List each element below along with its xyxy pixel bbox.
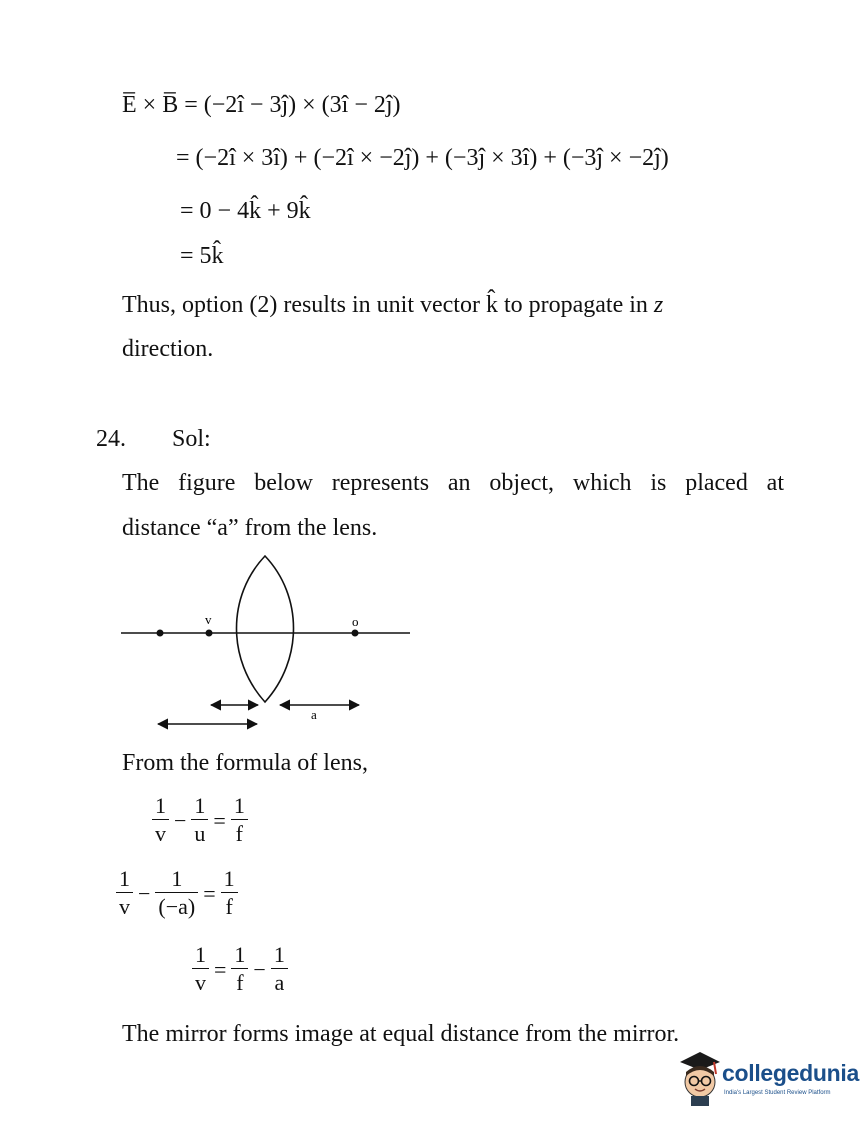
cross-product-line-4: = 5k̂: [180, 243, 224, 269]
distance-label-a: a: [311, 707, 317, 722]
object-label-o: o: [352, 614, 359, 629]
image-label-v: v: [205, 612, 212, 627]
cross-product-line-2: = (−2î × 3î) + (−2î × −2ĵ) + (−3ĵ × 3î) + (−3ĵ × −2ĵ): [176, 145, 669, 171]
lens-diagram: [115, 552, 420, 742]
brand-name: collegedunia: [722, 1060, 859, 1086]
fraction-1-over-a: $\frac{1}{a}$: [271, 942, 288, 997]
solution-label: Sol:: [172, 426, 211, 452]
fraction-1-over-v: $\frac{1}{v}$: [192, 942, 209, 997]
fraction-1-over-f: $\frac{1}{f}$: [221, 866, 238, 921]
intro-line-2: distance “a” from the lens.: [122, 515, 378, 541]
fraction-1-over-f: $\frac{1}{f}$: [231, 793, 248, 848]
closing-statement: The mirror forms image at equal distance from the mirror.: [122, 1021, 680, 1047]
fraction-1-over-v: $\frac{1}{v}$: [152, 793, 169, 848]
fraction-1-over-u: $\frac{1}{u}$: [191, 793, 208, 848]
fraction-1-over-minus-a: $\frac{1}{(-a)}$: [155, 866, 198, 921]
lens-equation-1: $\frac{1}{v}$ − $\frac{1}{u}$ = $\frac{1}{f}$: [150, 793, 250, 848]
collegedunia-logo: [676, 1048, 859, 1112]
brand-tagline: India's Largest Student Review Platform: [724, 1090, 831, 1096]
conclusion-line-1: [122, 292, 663, 319]
formula-intro: From the formula of lens,: [122, 750, 368, 776]
lens-equation-2: $\frac{1}{v}$ − $\frac{1}{(-a)}$ = $\frac{1}{f}$: [114, 866, 240, 921]
mascot-icon: [676, 1048, 724, 1108]
convex-lens-shape: [237, 556, 294, 702]
conclusion-line-2: direction.: [122, 336, 214, 362]
intro-line-1: The figure below represents an object, which is placed at: [122, 470, 784, 496]
lens-equation-3: $\frac{1}{v}$ = $\frac{1}{f}$ − $\frac{1}{a}$: [190, 942, 290, 997]
cross-product-line-3: = 0 − 4k̂ + 9k̂: [180, 198, 311, 224]
z-symbol: z: [653, 292, 664, 318]
fraction-1-over-f: $\frac{1}{f}$: [231, 942, 248, 997]
conclusion-text: Thus, option (2) results in unit vector k̂ to propagate in: [122, 292, 648, 318]
fraction-1-over-v: $\frac{1}{v}$: [116, 866, 133, 921]
image-point-dot: [206, 630, 213, 637]
cross-product-line-1: E̅ × B̅ = (−2î − 3ĵ) × (3î − 2ĵ): [122, 92, 401, 118]
question-number: 24.: [96, 426, 126, 452]
object-point-dot: [352, 630, 359, 637]
focal-point-dot: [157, 630, 164, 637]
